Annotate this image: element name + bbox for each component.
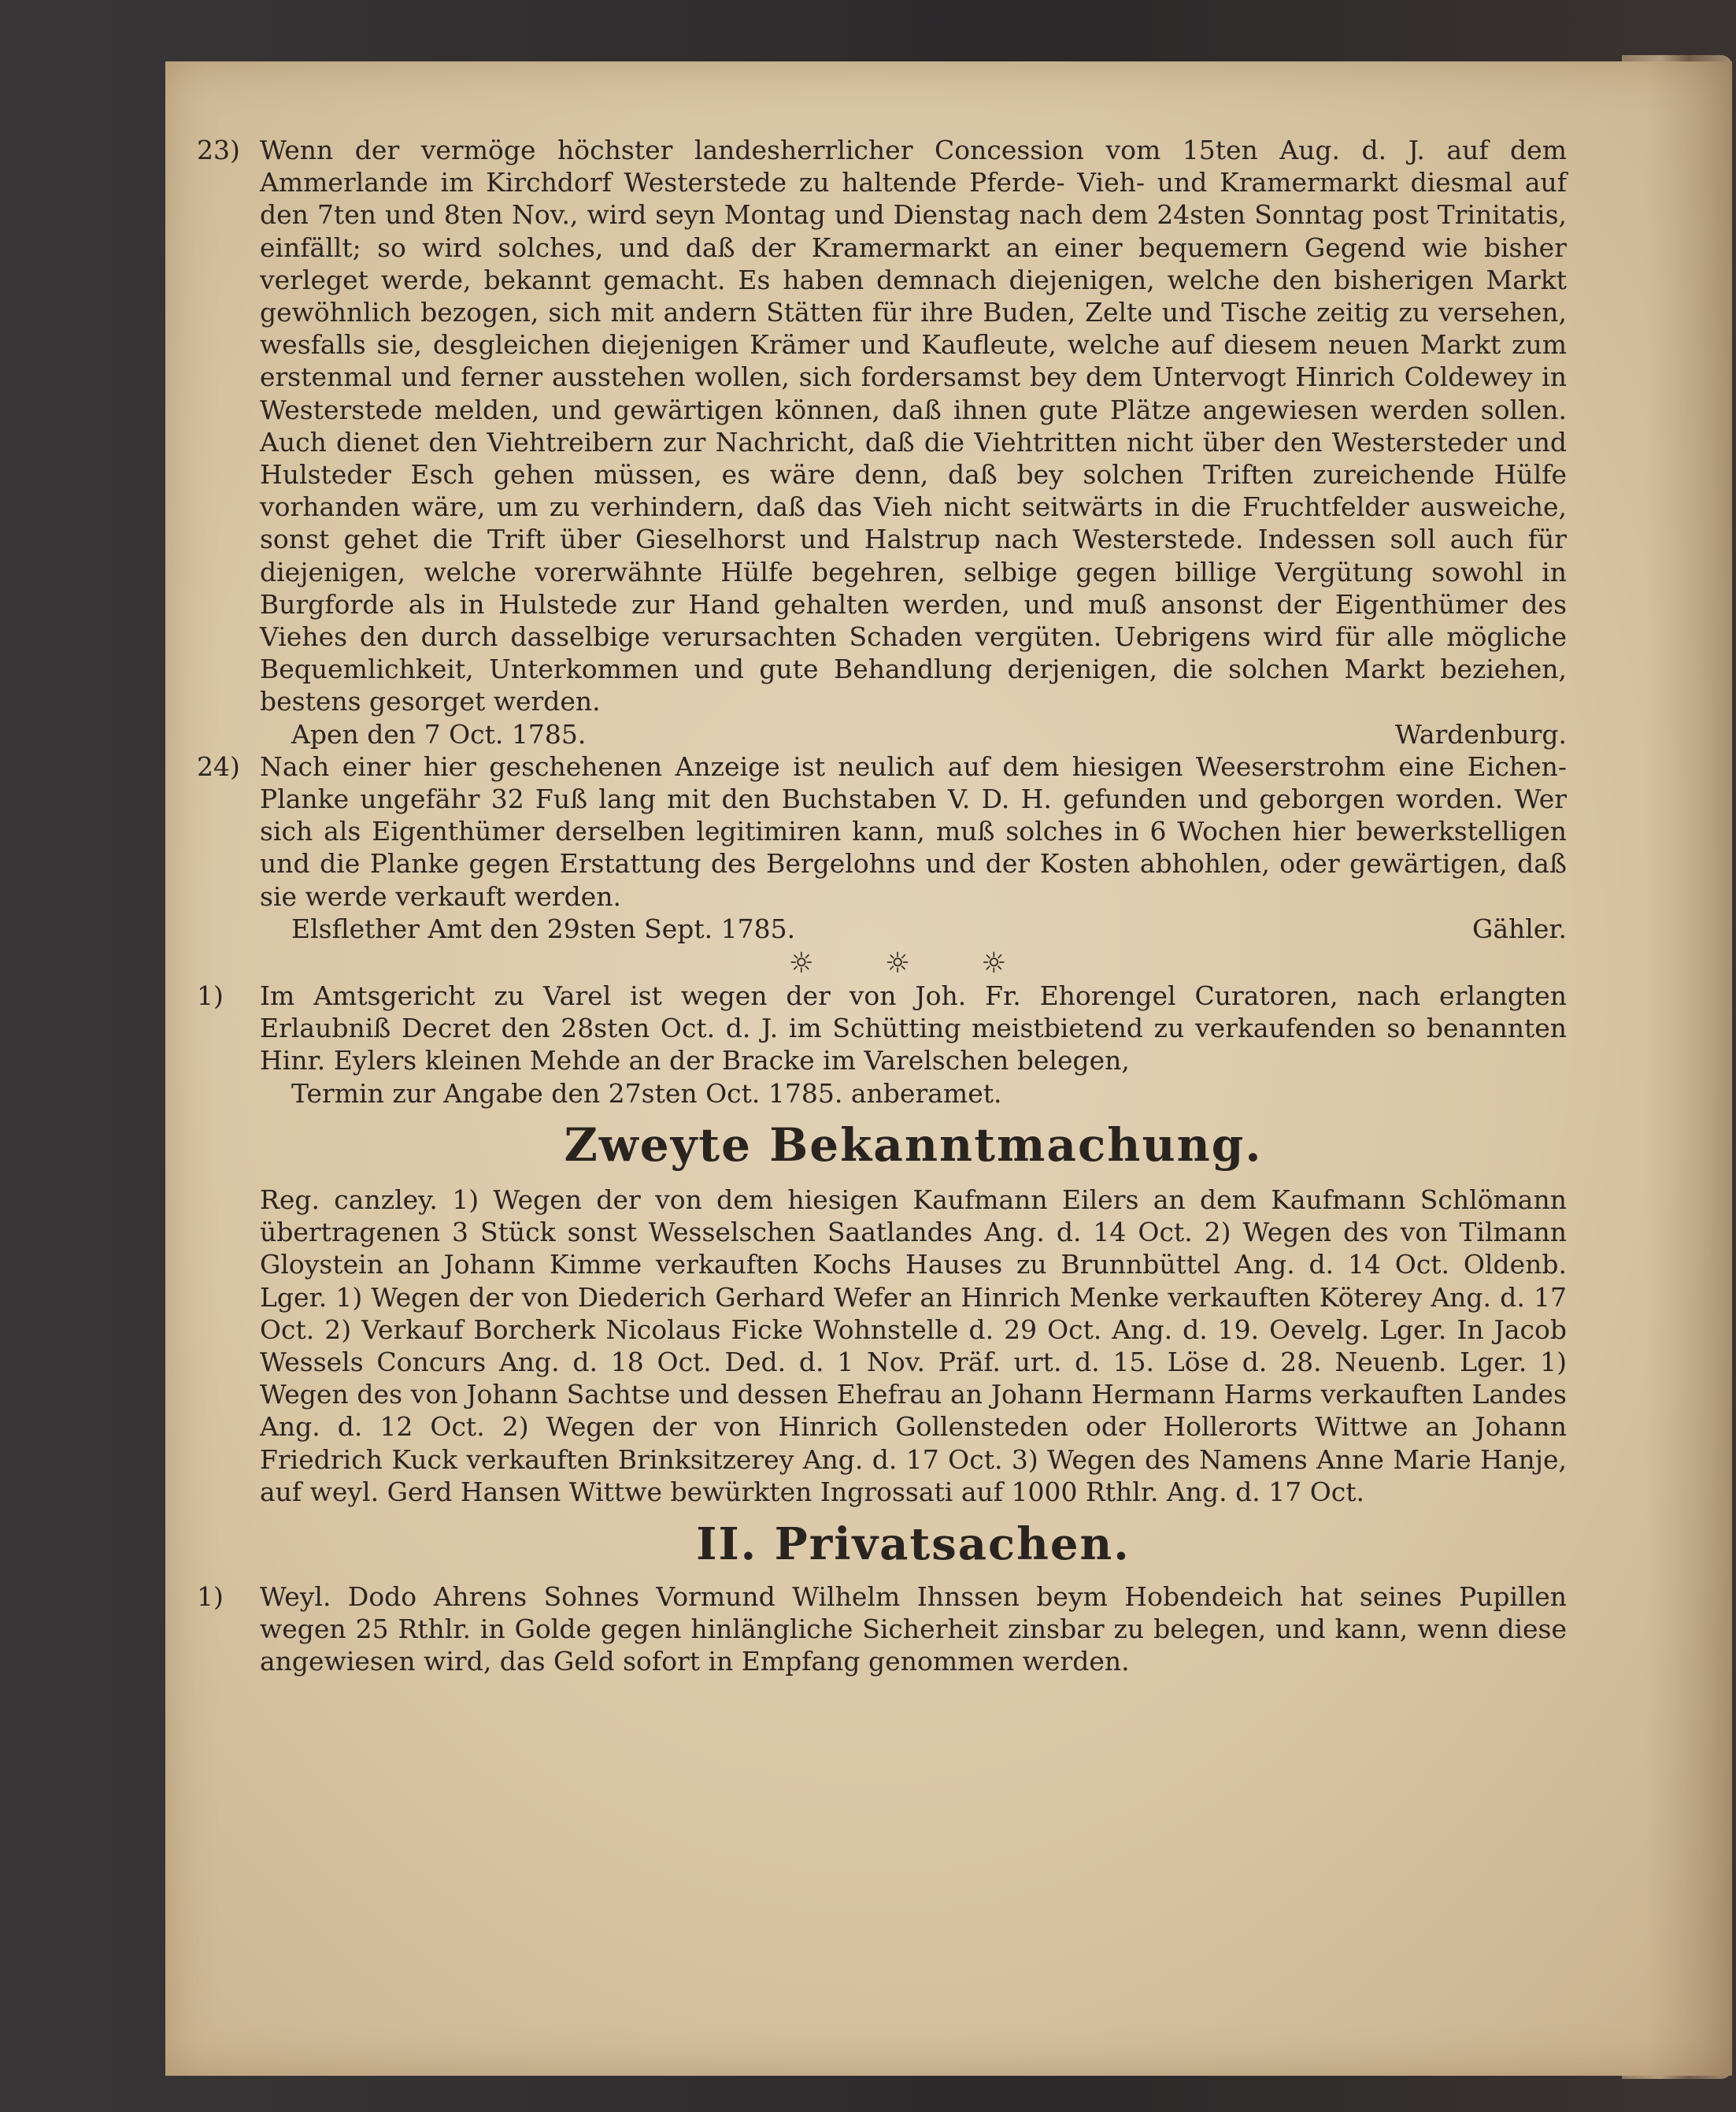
notice-term: Termin zur Angabe den 27sten Oct. 1785. anberamet.: [291, 1077, 1002, 1109]
section-heading-second-announcement: Zweyte Bekanntmachung.: [564, 1117, 1263, 1172]
signature: Wardenburg.: [1394, 718, 1567, 750]
section-heading-private-matters: II. Privatsachen.: [696, 1517, 1131, 1570]
sale-notice: [197, 980, 1567, 1110]
notice-23-signature-row: [260, 718, 1567, 750]
notice-body: Wenn der vermöge höchster landesherrlicher Concession vom 15ten Aug. d. J. auf dem Ammerlande im Kirchdorf Westerstede zu haltende Pferde- Vieh- und Kramermarkt diesmal auf den 7ten und 8ten Nov., wird seyn Montag und Dienstag nach dem 24sten Sonntag post Trinitatis, einfällt; so wird solches, und daß der Kramermarkt an einer bequemern Gegend wie bisher verleget werde, bekannt gemacht. Es haben demnach diejenigen, welche den bisherigen Markt gewöhnlich bezogen, sich mit andern Stätten für ihre Buden, Zelte und Tische zeitig zu versehen, wesfalls sie, desgleichen diejenigen Krämer und Kaufleute, welche auf diesem neuen Markt zum erstenmal und ferner ausstehen wollen, sich fordersamst bey dem Untervogt Hinrich Coldewey in Westerstede melden, und gewärtigen können, daß ihnen gute Plätze angewiesen werden sollen. Auch dienet den Viehtreibern zur Nachricht, daß die Viehtritten nicht über den Westersteder und Hulsteder Esch gehen müssen, es wäre denn, daß bey solchen Triften zureichende Hülfe vorhanden wäre, um zu verhindern, daß das Vieh nicht seitwärts in die Fruchtfelder ausweiche, sonst gehet die Trift über Gieselhorst und Halstrup nach Westerstede. Indessen soll auch für diejenigen, welche vorerwähnte Hülfe begehren, selbige gegen billige Vergütung sowohl in Burgforde als in Hulstede zur Hand gehalten werden, und muß ansonst der Eigenthümer des Viehes den durch dasselbige verursachten Schaden vergüten. Uebrigens wird für alle mögliche Bequemlichkeit, Unterkommen und gute Behandlung derjenigen, die solchen Markt beziehen, bestens gesorget werden.: [260, 135, 1567, 717]
notice-body: Weyl. Dodo Ahrens Sohnes Vormund Wilhelm Ihnssen beym Hobendeich hat seines Pupillen wegen 25 Rthlr. in Golde gegen hinlängliche Sicherheit zinsbar zu belegen, und kann, wenn diese angewiesen wird, das Geld sofort in Empfang genommen werden.: [260, 1580, 1567, 1677]
notice-23: [197, 134, 1567, 718]
notice-24-signature-row: [260, 913, 1567, 945]
ornament-divider: [260, 948, 1567, 980]
second-announcement-body: Reg. canzley. 1) Wegen der von dem hiesigen Kaufmann Eilers an dem Kaufmann Schlömann übertragenen 3 Stück sonst Wesselschen Saatlandes Ang. d. 14 Oct. 2) Wegen des von Tilmann Gloystein an Johann Kimme verkauften Kochs Hauses zu Brunnbüttel Ang. d. 14 Oct. Oldenb. Lger. 1) Wegen der von Diederich Gerhard Wefer an Hinrich Menke verkauften Köterey Ang. d. 17 Oct. 2) Verkauf Borcherk Nicolaus Ficke Wohnstelle d. 29 Oct. Ang. d. 19. Oevelg. Lger. In Jacob Wessels Concurs Ang. d. 18 Oct. Ded. d. 1 Nov. Präf. urt. d. 15. Löse d. 28. Neuenb. Lger. 1) Wegen des von Johann Sachtse und dessen Ehefrau an Johann Hermann Harms verkauften Landes Ang. d. 12 Oct. 2) Wegen der von Hinrich Gollensteden oder Hollerorts Wittwe an Johann Friedrich Kuck verkauften Brinksitzerey Ang. d. 17 Oct. 3) Wegen des Namens Anne Marie Hanje, auf weyl. Gerd Hansen Wittwe bewürkten Ingrossati auf 1000 Rthlr. Ang. d. 17 Oct.: [260, 1184, 1567, 1507]
notice-24: [197, 750, 1567, 913]
sun-ornament-icon: ☼: [884, 947, 911, 980]
notice-number: 24): [197, 750, 240, 782]
page-text: [197, 134, 1567, 1678]
place-date: Apen den 7 Oct. 1785.: [291, 718, 587, 750]
notice-number: 1): [197, 980, 224, 1012]
place-date: Elsflether Amt den 29sten Sept. 1785.: [291, 913, 796, 944]
notice-number: 1): [197, 1580, 224, 1612]
notice-body: Nach einer hier geschehenen Anzeige ist neulich auf dem hiesigen Weeserstrohm eine Eichen-Planke ungefähr 32 Fuß lang mit den Buchstaben V. D. H. gefunden und geborgen worden. Wer sich als Eigenthümer derselben legitimiren kann, muß solches in 6 Wochen hier bewerkstelligen und die Planke gegen Erstattung des Bergelohns und der Kosten abhohlen, oder gewärtigen, daß sie werde verkauft werden.: [260, 750, 1567, 912]
sun-ornament-icon: ☼: [981, 947, 1007, 980]
private-notice: [197, 1580, 1567, 1678]
notice-number: 23): [197, 135, 240, 165]
signature: Gähler.: [1471, 913, 1567, 944]
sun-ornament-icon: ☼: [788, 947, 814, 980]
notice-body: Im Amtsgericht zu Varel ist wegen der von Joh. Fr. Ehorengel Curatoren, nach erlangten Erlaubniß Decret den 28sten Oct. d. J. im Schütting meistbietend zu verkaufenden so benannten Hinr. Eylers kleinen Mehde an der Bracke im Varelschen belegen,: [260, 980, 1567, 1076]
